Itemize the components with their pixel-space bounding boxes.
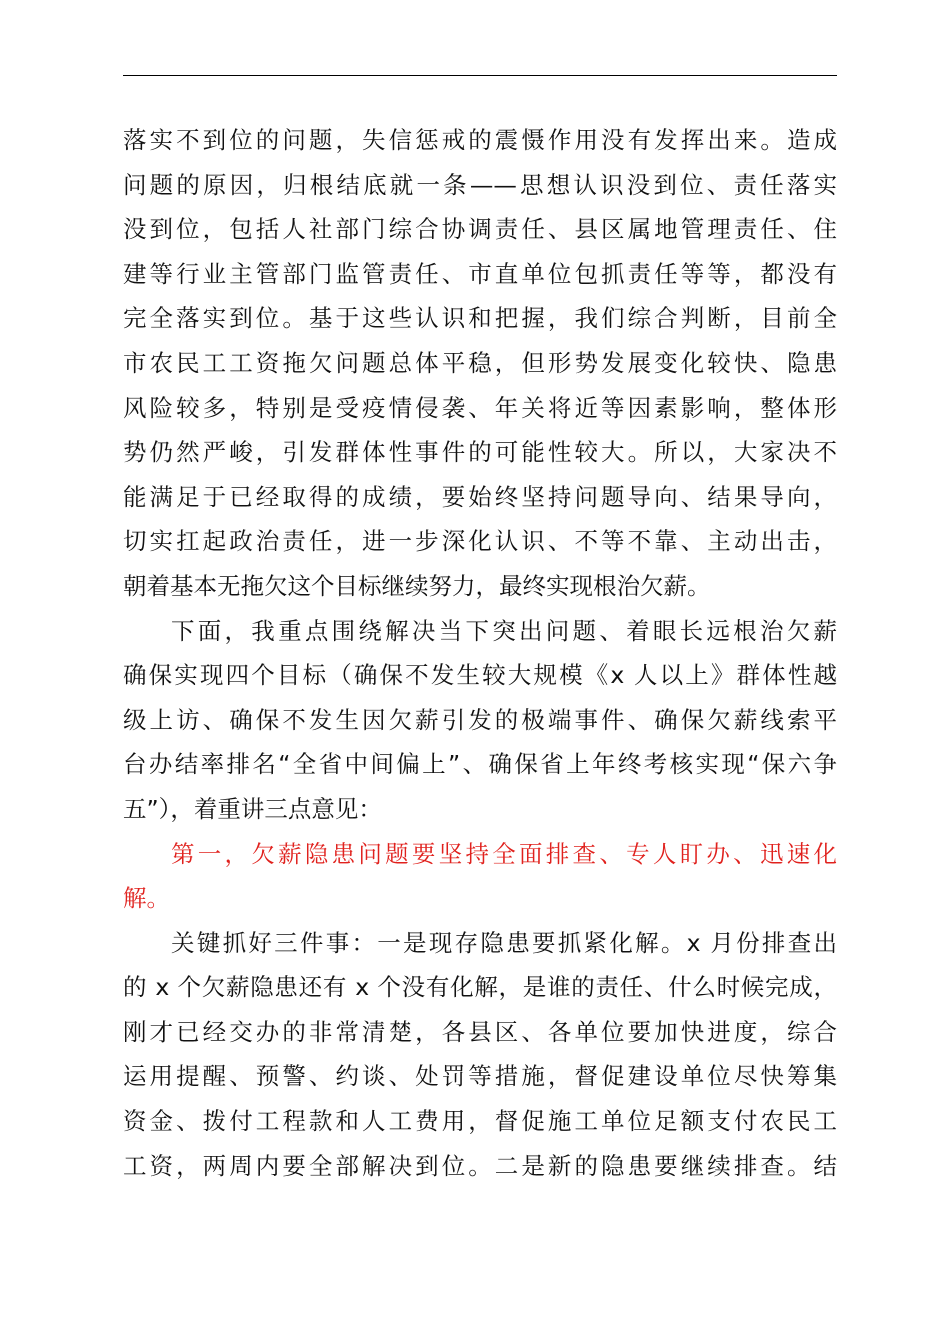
text-line: 朝着基本无拖欠这个目标继续努力，最终实现根治欠薪。 [123, 571, 711, 600]
text-line: 资金、拨付工程款和人工费用，督促施工单位足额支付农民工 [123, 1107, 837, 1136]
text-line: 风险较多，特别是受疫情侵袭、年关将近等因素影响，整体形 [123, 393, 837, 422]
document-body [123, 118, 837, 1188]
text-line: 切实扛起政治责任，进一步深化认识、不等不靠、主动出击， [123, 527, 837, 556]
header-rule [123, 75, 837, 76]
text-line: 工资，两周内要全部解决到位。二是新的隐患要继续排查。结 [123, 1151, 837, 1180]
text-line: 市农民工工资拖欠问题总体平稳，但形势发展变化较快、隐患 [123, 348, 837, 377]
paragraph-1 [123, 118, 837, 609]
text-line: 关键抓好三件事：一是现存隐患要抓紧化解。x 月份排查出 [171, 928, 837, 957]
text-line: 的 x 个欠薪隐患还有 x 个没有化解，是谁的责任、什么时候完成， [123, 973, 837, 1002]
paragraph-2 [123, 609, 837, 832]
text-line: 运用提醒、预警、约谈、处罚等措施，督促建设单位尽快筹集 [123, 1062, 837, 1091]
text-line: 能满足于已经取得的成绩，要始终坚持问题导向、结果导向， [123, 482, 837, 511]
text-line: 下面，我重点围绕解决当下突出问题、着眼长远根治欠薪 [171, 616, 837, 645]
text-line: 确保实现四个目标（确保不发生较大规模《x 人以上》群体性越 [123, 661, 837, 690]
text-line: 级上访、确保不发生因欠薪引发的极端事件、确保欠薪线索平 [123, 705, 837, 734]
text-line: 势仍然严峻，引发群体性事件的可能性较大。所以，大家决不 [123, 438, 837, 467]
text-line: 第一，欠薪隐患问题要坚持全面排查、专人盯办、迅速化 [171, 839, 837, 868]
text-line: 台办结率排名“全省中间偏上”、确保省上年终考核实现“保六争 [123, 750, 837, 779]
text-line: 五”），着重讲三点意见： [123, 794, 382, 823]
paragraph-4 [123, 921, 837, 1189]
text-line: 建等行业主管部门监管责任、市直单位包抓责任等等，都没有 [123, 259, 837, 288]
section-heading-1 [123, 832, 837, 921]
text-line: 刚才已经交办的非常清楚，各县区、各单位要加快进度，综合 [123, 1017, 837, 1046]
text-line: 没到位，包括人社部门综合协调责任、县区属地管理责任、住 [123, 215, 837, 244]
text-line: 解。 [123, 884, 170, 913]
text-line: 完全落实到位。基于这些认识和把握，我们综合判断，目前全 [123, 304, 837, 333]
text-line: 问题的原因，归根结底就一条——思想认识没到位、责任落实 [123, 170, 837, 199]
text-line: 落实不到位的问题，失信惩戒的震慑作用没有发挥出来。造成 [123, 126, 837, 154]
